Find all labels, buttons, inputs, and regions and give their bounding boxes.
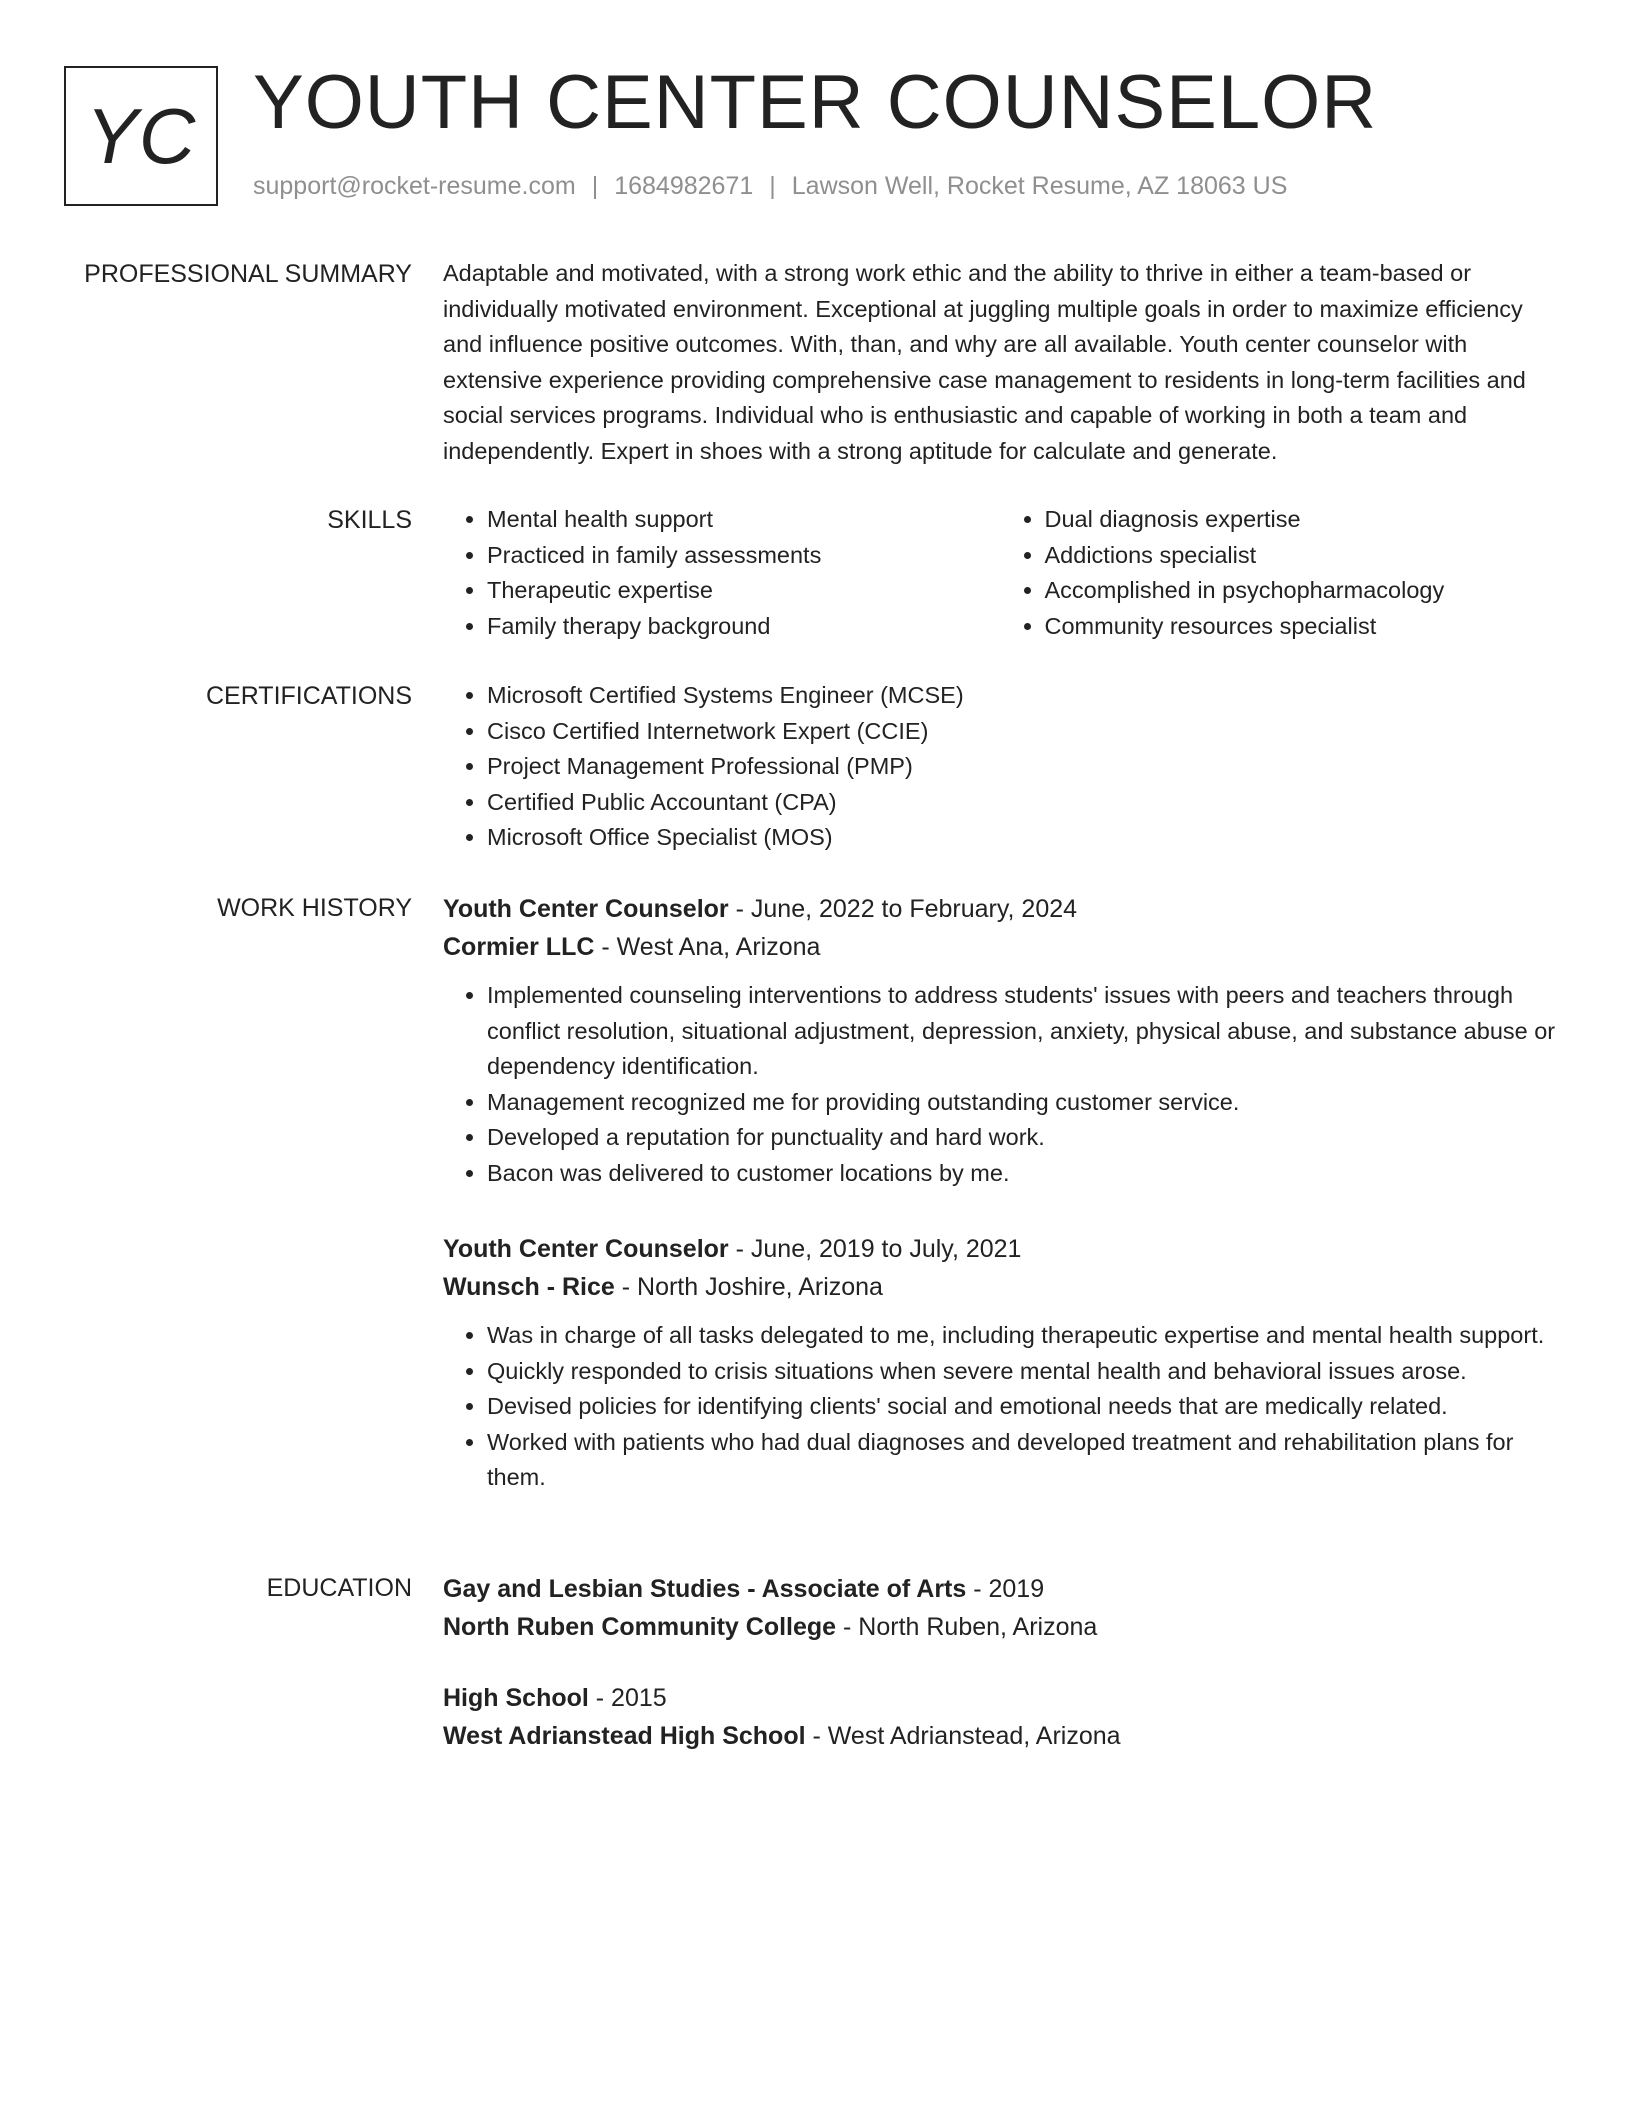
job-bullet: • Quickly responded to crisis situations when severe mental health and behavioral issues arose. bbox=[487, 1354, 1558, 1390]
certifications-list bbox=[443, 678, 1558, 856]
contact-line bbox=[253, 172, 1287, 201]
skills-list-right bbox=[1001, 502, 1559, 644]
skills-list-left bbox=[443, 502, 1001, 644]
certifications-heading: CERTIFICATIONS bbox=[205, 682, 412, 710]
school-line bbox=[443, 1717, 1558, 1755]
work-history-heading: WORK HISTORY bbox=[217, 894, 412, 922]
certifications-body bbox=[443, 678, 1558, 856]
education-entry bbox=[443, 1570, 1558, 1646]
job-role: Youth Center Counselor bbox=[443, 895, 729, 923]
summary-body bbox=[443, 256, 1558, 469]
summary-text: Adaptable and motivated, with a strong work ethic and the ability to thrive in either a team-based or individually motivated environment. Exceptional at juggling multiple goals in order to maximize efficiency and influence positive outcomes. With, than, and why are all available. Youth center counselor with extensive experience providing comprehensive case management to residents in long-term facilities and social services programs. Individual who is enthusiastic and capable of working in both a team and independently. Expert in shoes with a strong aptitude for calculate and generate. bbox=[443, 260, 1526, 464]
job-bullets bbox=[443, 978, 1558, 1191]
job-title-line bbox=[443, 890, 1558, 928]
contact-phone[interactable]: 1684982671 bbox=[614, 172, 754, 200]
company-name: Cormier LLC bbox=[443, 933, 595, 961]
job-dates: - June, 2022 to February, 2024 bbox=[728, 895, 1078, 923]
skill-item: • Family therapy background bbox=[487, 609, 1001, 645]
degree-name: High School bbox=[443, 1684, 589, 1712]
company-line bbox=[443, 928, 1558, 966]
certification-item: • Cisco Certified Internetwork Expert (CCIE) bbox=[487, 714, 1558, 750]
skill-item: • Accomplished in psychopharmacology bbox=[1045, 573, 1559, 609]
skill-item: • Mental health support bbox=[487, 502, 1001, 538]
skill-item: • Community resources specialist bbox=[1045, 609, 1559, 645]
company-location: - North Joshire, Arizona bbox=[614, 1273, 883, 1301]
education-entry bbox=[443, 1679, 1558, 1755]
job-dates: - June, 2019 to July, 2021 bbox=[728, 1235, 1022, 1263]
skill-item: • Practiced in family assessments bbox=[487, 538, 1001, 574]
company-location: - West Ana, Arizona bbox=[594, 933, 821, 961]
school-line bbox=[443, 1608, 1558, 1646]
job-bullet: • Bacon was delivered to customer locations by me. bbox=[487, 1156, 1558, 1192]
skills-heading: SKILLS bbox=[327, 506, 412, 534]
monogram-logo: YC bbox=[64, 66, 218, 206]
school-location: - West Adrianstead, Arizona bbox=[805, 1722, 1121, 1750]
job-role: Youth Center Counselor bbox=[443, 1235, 729, 1263]
degree-line bbox=[443, 1570, 1558, 1608]
skill-item: • Therapeutic expertise bbox=[487, 573, 1001, 609]
job-bullet: • Implemented counseling interventions to address students' issues with peers and teachers through conflict resolution, situational adjustment, depression, anxiety, physical abuse, and substance abuse or dependency identification. bbox=[487, 978, 1558, 1085]
skill-item: • Dual diagnosis expertise bbox=[1045, 502, 1559, 538]
certification-item: • Microsoft Certified Systems Engineer (MCSE) bbox=[487, 678, 1558, 714]
certification-item: • Project Management Professional (PMP) bbox=[487, 749, 1558, 785]
job-bullet: • Management recognized me for providing outstanding customer service. bbox=[487, 1085, 1558, 1121]
job-bullet: • Developed a reputation for punctuality and hard work. bbox=[487, 1120, 1558, 1156]
certification-item: • Certified Public Accountant (CPA) bbox=[487, 785, 1558, 821]
contact-address: Lawson Well, Rocket Resume, AZ 18063 US bbox=[791, 172, 1288, 200]
degree-year: - 2019 bbox=[966, 1575, 1045, 1603]
job-bullets bbox=[443, 1318, 1558, 1496]
skills-body bbox=[443, 502, 1558, 644]
job-entry bbox=[443, 1230, 1558, 1496]
job-bullet: • Worked with patients who had dual diagnoses and developed treatment and rehabilitation plans for them. bbox=[487, 1425, 1558, 1496]
job-bullet: • Devised policies for identifying clients' social and emotional needs that are medically related. bbox=[487, 1389, 1558, 1425]
certification-item: • Microsoft Office Specialist (MOS) bbox=[487, 820, 1558, 856]
company-name: Wunsch - Rice bbox=[443, 1273, 615, 1301]
contact-separator: | bbox=[591, 172, 599, 200]
skill-item: • Addictions specialist bbox=[1045, 538, 1559, 574]
job-entry bbox=[443, 890, 1558, 1191]
school-name: West Adrianstead High School bbox=[443, 1722, 806, 1750]
degree-line bbox=[443, 1679, 1558, 1717]
degree-name: Gay and Lesbian Studies - Associate of Arts bbox=[443, 1575, 967, 1603]
school-location: - North Ruben, Arizona bbox=[836, 1613, 1098, 1641]
contact-separator: | bbox=[769, 172, 776, 200]
company-line bbox=[443, 1268, 1558, 1306]
degree-year: - 2015 bbox=[588, 1684, 667, 1712]
job-bullet: • Was in charge of all tasks delegated to me, including therapeutic expertise and mental health support. bbox=[487, 1318, 1558, 1354]
education-heading: EDUCATION bbox=[266, 1574, 412, 1602]
contact-email[interactable]: support@rocket-resume.com bbox=[253, 172, 576, 200]
school-name: North Ruben Community College bbox=[443, 1613, 837, 1641]
summary-heading: PROFESSIONAL SUMMARY bbox=[84, 260, 412, 288]
page-title: YOUTH CENTER COUNSELOR bbox=[253, 60, 1378, 145]
job-title-line bbox=[443, 1230, 1558, 1268]
